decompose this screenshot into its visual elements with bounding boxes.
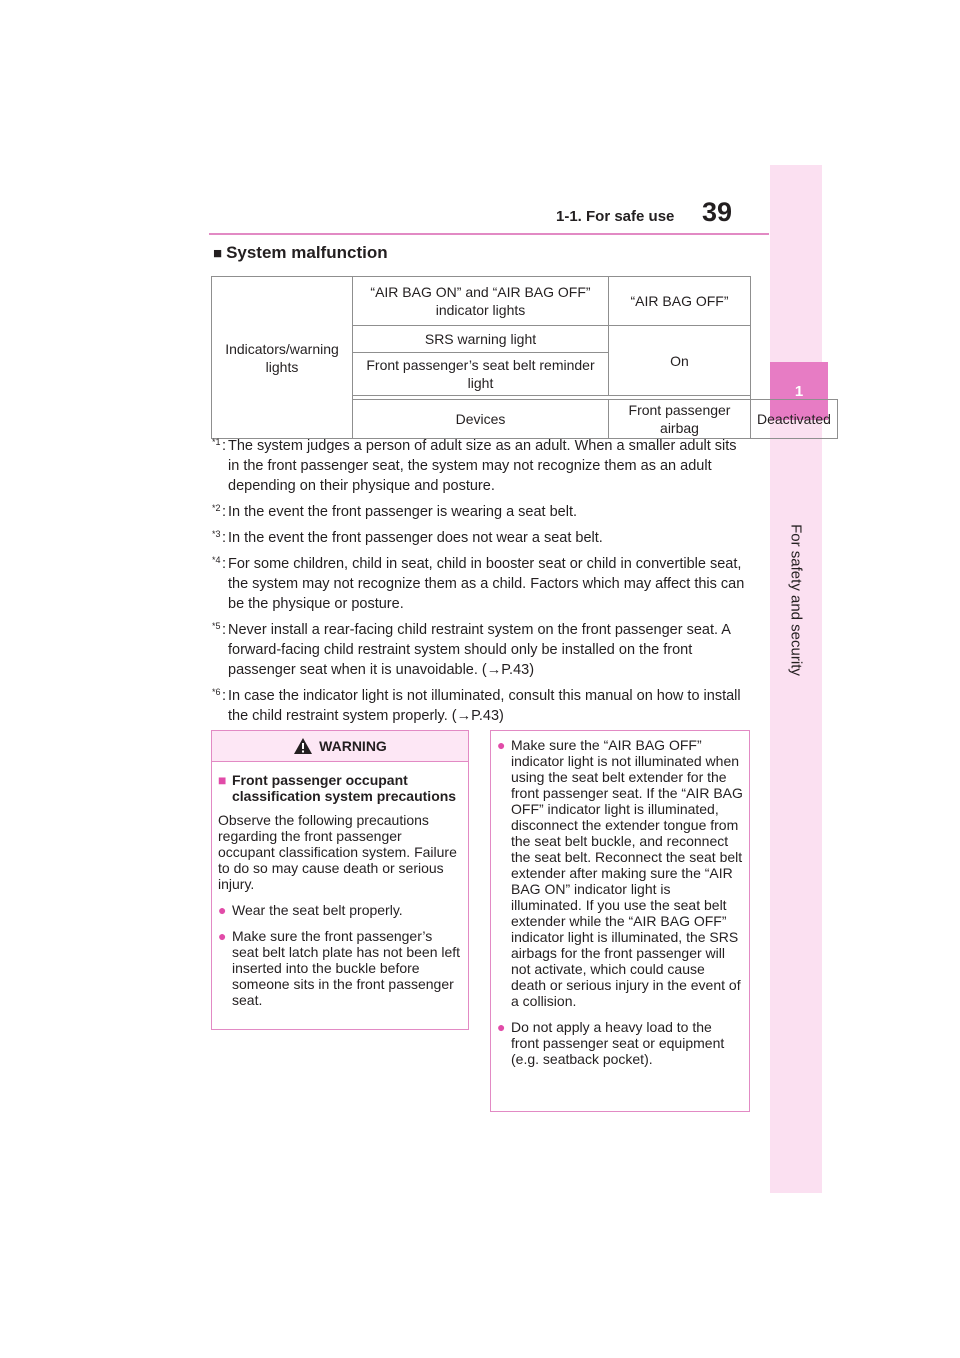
square-bullet-icon: ■ (213, 245, 223, 262)
malfunction-table (211, 276, 838, 439)
footnote-text: In the event the front passenger is wearing a seat belt. (228, 504, 578, 520)
chapter-tab-number: 1 (770, 362, 828, 420)
footnote-mark: *6 (212, 687, 221, 697)
section-heading (213, 243, 388, 263)
header-divider (209, 233, 769, 235)
bullet-dot-icon: ● (497, 1019, 506, 1035)
footnote-mark: *1 (212, 437, 221, 447)
footnote-2: *2 : In the event the front passenger is wearing a seat belt. (211, 502, 751, 522)
footnote-1: *1 : The system judges a person of adult size as an adult. When a smaller adult sits in the front passenger seat, the system may not recognize them as an adult depending on their physique and posture. (211, 436, 751, 496)
warning-subheading: ■ Front passenger occupant classification system precautions (218, 772, 457, 804)
footnote-text: Never install a rear-facing child restraint system on the front passenger seat. A forward-facing child restraint system should only be installed on the front passenger seat when it is unavoidable. (→P.43) (228, 622, 731, 678)
footnote-3: *3 : In the event the front passenger does not wear a seat belt. (211, 528, 751, 548)
footnote-6: *6 : In case the indicator light is not illuminated, consult this manual on how to install the child restraint system properly. (→P.43) (211, 686, 751, 726)
square-bullet-icon: ■ (218, 772, 227, 788)
warning-bullet: ● Make sure the “AIR BAG OFF” indicator light is not illuminated when using the seat belt extender for the front passenger seat. If the “AIR BAG OFF” indicator light is illuminated, disconnect the extender tongue from the seat belt buckle, and reconnect the seat belt. Reconnect the seat belt extender after making sure the “AIR BAG ON” indicator light is illuminated. If you use the seat belt extender while the “AIR BAG OFF” indicator light is illuminated, the SRS airbags for the front passenger will not activate, which could cause death or serious injury in the event of a collision. (497, 737, 743, 1009)
footnote-mark: *2 (212, 503, 221, 513)
cell-seat-belt-reminder: Front passenger’s seat belt reminder light (353, 353, 609, 396)
row-header-indicators: Indicators/warning lights (212, 277, 353, 439)
warning-bullet: ● Make sure the front passenger’s seat belt latch plate has not been left inserted into the buckle before someone sits in the front passenger seat. (218, 928, 461, 1008)
bullet-dot-icon: ● (497, 737, 506, 753)
chapter-tab-title: For safety and security (787, 524, 805, 676)
footnote-4: *4 : For some children, child in seat, child in booster seat or child in convertible seat, the system may not recognize them as a child. Factors which may affect this can be the physique or posture. (211, 554, 751, 614)
page-number: 39 (702, 197, 733, 227)
section-title: System malfunction (226, 243, 388, 262)
cell-on-value: On (609, 326, 751, 396)
bullet-dot-icon: ● (218, 902, 227, 918)
footnote-text: In the event the front passenger does not wear a seat belt. (228, 530, 603, 546)
footnote-mark: *4 (212, 555, 221, 565)
cell-srs-warning-light: SRS warning light (353, 326, 609, 353)
warning-bullet: ● Do not apply a heavy load to the front passenger seat or equipment (e.g. seatback pocket). (497, 1019, 725, 1067)
section-breadcrumb: 1-1. For safe use (556, 208, 675, 225)
footnote-text: The system judges a person of adult size as an adult. When a smaller adult sits in the front passenger seat, the system may not recognize them as an adult depending on their physique and posture. (228, 438, 737, 494)
warning-header (212, 731, 468, 762)
cell-deactivated-value: Deactivated (751, 400, 838, 439)
bullet-dot-icon: ● (218, 928, 227, 944)
warning-box-continued (490, 730, 750, 1112)
footnote-mark: *5 (212, 621, 221, 631)
warning-intro: Observe the following precautions regarding the front passenger occupant classification system. Failure to do so may cause death or serious injury. (218, 812, 457, 892)
footnote-text: For some children, child in seat, child in booster seat or child in convertible seat, the system may not recognize them as a child. Factors which may affect this can be the physique or posture. (228, 556, 745, 612)
row-header-devices: Devices (353, 400, 609, 439)
warning-title: WARNING (319, 738, 387, 754)
footnote-text: In case the indicator light is not illuminated, consult this manual on how to install the child restraint system properly. (→P.43) (228, 688, 741, 724)
warning-triangle-icon (293, 737, 313, 755)
footnote-mark: *3 (212, 529, 221, 539)
cell-airbag-off-value: “AIR BAG OFF” (609, 277, 751, 326)
cell-airbag-indicator-lights: “AIR BAG ON” and “AIR BAG OFF” indicator lights (353, 277, 609, 326)
cell-front-passenger-airbag: Front passenger airbag (609, 400, 751, 439)
footnote-5: *5 : Never install a rear-facing child restraint system on the front passenger seat. A forward-facing child restraint system should only be installed on the front passenger seat when it is unavoidable. (→P.43) (211, 620, 751, 680)
warning-bullet: ● Wear the seat belt properly. (218, 902, 403, 918)
footnotes (211, 436, 751, 732)
warning-box (211, 730, 469, 1030)
warning-body (212, 762, 468, 1024)
